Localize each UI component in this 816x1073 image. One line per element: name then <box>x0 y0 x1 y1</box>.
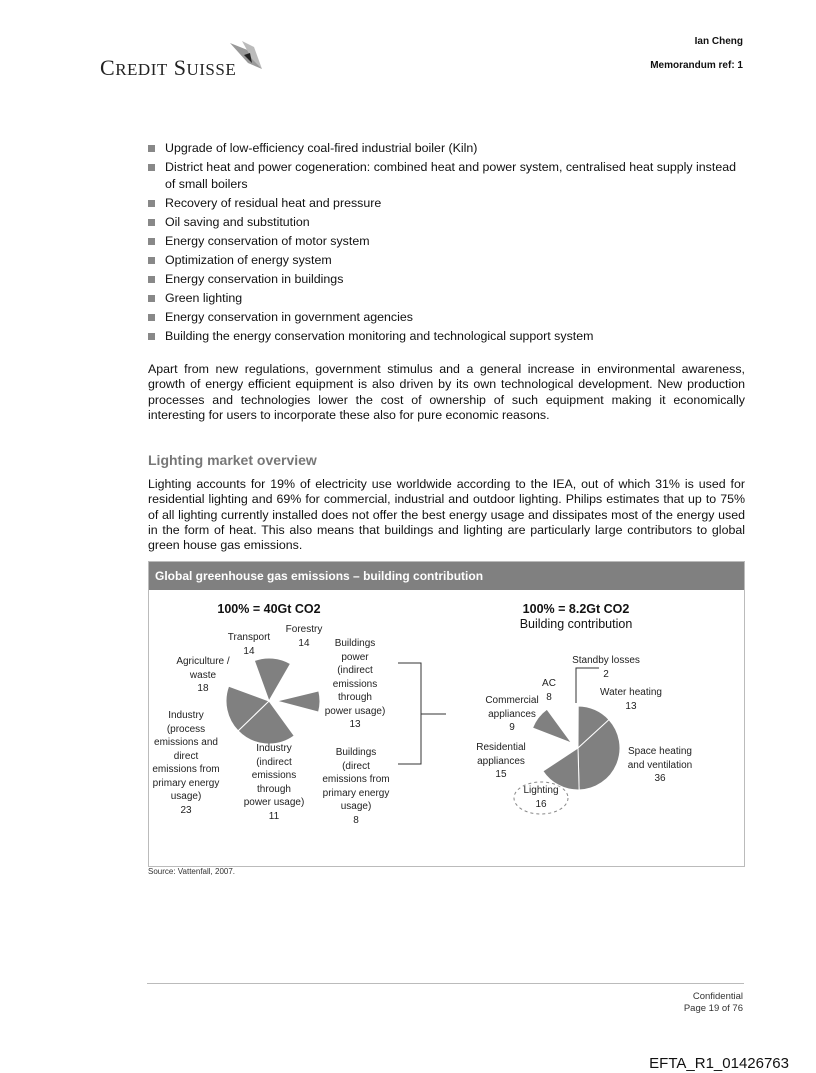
label-line: 9 <box>509 722 515 733</box>
label-line: 36 <box>654 773 666 784</box>
list-item: Energy conservation in buildings <box>147 271 747 288</box>
paragraph-lighting: Lighting accounts for 19% of electricity use worldwide according to the IEA, out of which 31% is used for residential lighting and 69% for commercial, industrial and outdoor lighting. Philips estimates that up to 75% of all lighting currently installed does not offer the best energy usage and dissipates most of the energy used in the form of heat. This also means that buildings and lighting are particularly large contributors to global green house gas emissions. <box>148 477 745 553</box>
label-line: Industry <box>168 710 204 721</box>
emissions-chart <box>148 561 745 867</box>
list-item: Energy conservation of motor system <box>147 233 747 250</box>
label-line: primary energy <box>152 777 220 789</box>
paragraph-growth: Apart from new regulations, government stimulus and a general increase in environmental awareness, growth of energy efficient equipment is also driven by its own technological development. New production processes and technologies lower the cost of ownership of such equipment making it economically interesting for users to incorporate these also for pure economic reasons. <box>148 362 745 422</box>
label-line: 18 <box>197 683 209 694</box>
label-line: emissions from <box>322 774 390 785</box>
label-line: 14 <box>243 645 255 657</box>
label-line: direct <box>173 750 199 762</box>
label-line: emissions <box>251 770 297 781</box>
label-line: Buildings <box>335 747 377 758</box>
list-item: Upgrade of low-efficiency coal-fired industrial boiler (Kiln) <box>147 140 747 157</box>
list-item: Optimization of energy system <box>147 252 747 269</box>
label-line: Commercial <box>485 695 539 706</box>
label-line: 15 <box>495 769 507 780</box>
label-forestry <box>286 623 323 650</box>
label-line: (process <box>166 723 206 735</box>
list-item: Oil saving and substitution <box>147 214 747 231</box>
document-id: EFTA_R1_01426763 <box>649 1055 789 1072</box>
label-line: power usage) <box>243 797 305 808</box>
label-line: AC <box>542 678 556 689</box>
right-pie-title: 100% = 8.2Gt CO2 <box>522 602 630 616</box>
label-line: 14 <box>298 637 310 649</box>
label-line: appliances <box>488 708 536 720</box>
label-line: (indirect <box>256 756 292 768</box>
list-item: Green lighting <box>147 290 747 307</box>
right-pie-subtitle: Building contribution <box>519 617 633 631</box>
label-line: 23 <box>180 804 192 816</box>
label-space-heating <box>628 745 693 786</box>
label-buildings-power <box>325 637 386 732</box>
credit-suisse-logo: CREDIT SUISSE <box>100 55 236 81</box>
label-residential <box>476 741 525 782</box>
label-line: through <box>257 783 291 795</box>
label-line: Standby losses <box>572 655 640 666</box>
label-line: Space heating <box>628 746 692 757</box>
measures-list <box>147 140 747 347</box>
label-standby <box>572 654 640 681</box>
source-note: Source: Vattenfall, 2007. <box>148 867 236 876</box>
label-ac <box>542 677 556 704</box>
label-commercial <box>485 694 538 735</box>
author-name: Ian Cheng <box>694 36 743 47</box>
label-line: power <box>341 651 369 663</box>
label-line: Forestry <box>285 624 323 635</box>
footer-divider <box>147 983 744 984</box>
label-line: power usage) <box>324 705 386 717</box>
label-line: Agriculture / <box>176 656 230 667</box>
label-line: emissions from <box>152 764 220 775</box>
label-line: 16 <box>535 798 547 810</box>
label-water-heating <box>600 686 662 713</box>
label-line: 13 <box>349 719 361 730</box>
left-pie-title: 100% = 40Gt CO2 <box>217 602 321 616</box>
label-line: waste <box>189 669 217 681</box>
list-item: Recovery of residual heat and pressure <box>147 195 747 212</box>
label-line: 8 <box>353 814 359 826</box>
label-industry-indirect <box>244 742 305 823</box>
label-line: 2 <box>603 668 609 680</box>
label-line: Industry <box>256 743 292 754</box>
confidential-label: Confidential <box>692 991 743 1002</box>
sails-logo-icon <box>228 41 264 71</box>
label-line: 11 <box>268 810 280 822</box>
chart-title: Global greenhouse gas emissions – building contribution <box>149 562 744 590</box>
label-line: Buildings <box>334 638 376 649</box>
label-line: and ventilation <box>627 759 693 771</box>
label-line: emissions <box>332 678 378 690</box>
label-line: (direct <box>342 760 370 772</box>
label-line: 13 <box>625 700 637 712</box>
label-line: usage) <box>170 791 202 802</box>
label-line: through <box>338 692 372 703</box>
label-line: appliances <box>477 755 525 767</box>
list-item: Energy conservation in government agencies <box>147 309 747 326</box>
label-buildings-direct <box>322 746 389 827</box>
label-line: 8 <box>546 691 552 703</box>
label-line: (indirect <box>337 665 373 676</box>
section-heading: Lighting market overview <box>148 452 317 468</box>
label-transport <box>228 631 270 658</box>
list-item: District heat and power cogeneration: combined heat and power system, centralised heat supply instead of small boilers <box>147 159 747 193</box>
page-number: Page 19 of 76 <box>683 1003 743 1014</box>
list-item: Building the energy conservation monitoring and technological support system <box>147 328 747 345</box>
memo-ref: Memorandum ref: 1 <box>650 60 743 71</box>
label-line: Water heating <box>600 687 662 698</box>
label-line: usage) <box>340 801 372 812</box>
label-line: Lighting <box>523 785 559 796</box>
label-line: primary energy <box>322 787 390 799</box>
label-line: emissions and <box>154 737 218 748</box>
label-line: Residential <box>476 742 526 753</box>
label-agriculture <box>176 655 229 696</box>
label-lighting <box>523 784 558 811</box>
label-line: Transport <box>227 632 271 643</box>
label-industry-process <box>152 709 219 817</box>
